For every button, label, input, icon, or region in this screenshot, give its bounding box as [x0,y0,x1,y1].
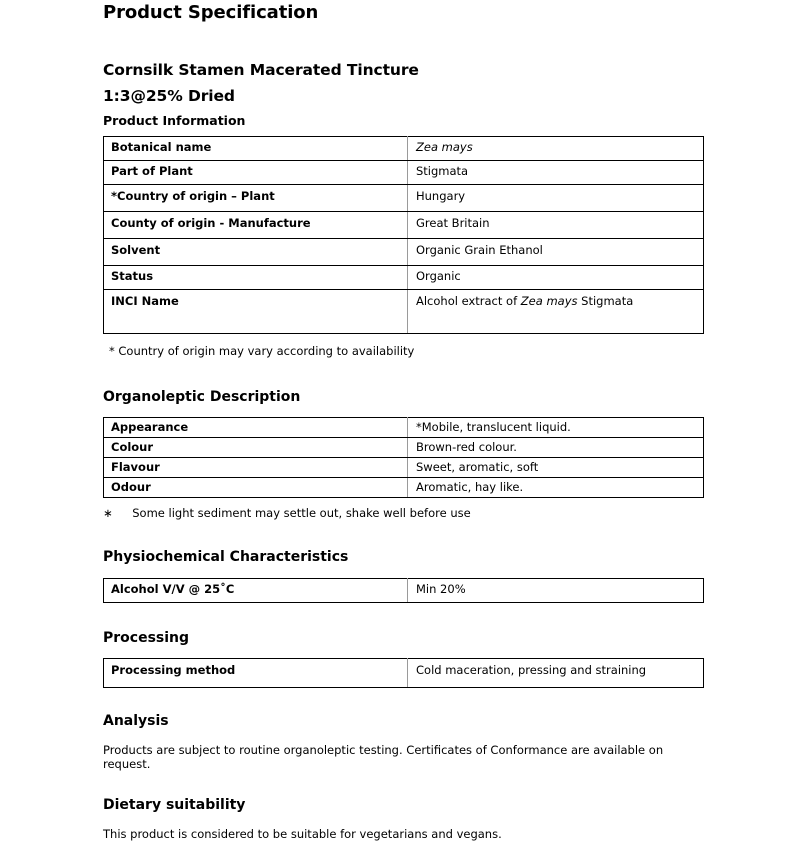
table-row [104,478,704,498]
row-label: Solvent [104,239,408,266]
row-label: Botanical name [104,137,408,161]
row-label: Colour [104,438,408,458]
table-row [104,438,704,458]
physiochemical-table [103,578,704,603]
section-heading-processing: Processing [103,629,190,646]
row-label: Appearance [104,418,408,438]
table-row [104,185,704,212]
row-label: INCI Name [104,290,408,334]
row-value: *Mobile, translucent liquid. [408,418,704,438]
section-heading-physiochemical: Physiochemical Characteristics [103,549,349,566]
inci-botanical-italic: Zea mays [520,294,578,309]
botanical-name-italic: Zea mays [416,140,473,155]
table-row [104,137,704,161]
processing-table [103,658,704,688]
product-information-footnote: * Country of origin may vary according to availability [109,344,415,359]
row-value: Alcohol extract of Zea mays Stigmata [408,290,704,334]
table-row [104,212,704,239]
row-label: Odour [104,478,408,498]
row-value: Hungary [408,185,704,212]
product-ratio-heading: 1:3@25% Dried [103,87,235,106]
row-value: Cold maceration, pressing and straining [408,659,704,688]
analysis-text: Products are subject to routine organoleptic testing. Certificates of Conformance are available on request. [103,743,664,772]
row-value: Brown-red colour. [408,438,704,458]
row-label: Status [104,266,408,290]
table-row [104,458,704,478]
row-value: Organic Grain Ethanol [408,239,704,266]
document-content [103,0,705,842]
section-heading-organoleptic: Organoleptic Description [103,389,301,406]
row-label: Part of Plant [104,161,408,185]
row-value: Aromatic, hay like. [408,478,704,498]
section-heading-dietary: Dietary suitability [103,797,246,814]
section-heading-product-information: Product Information [103,112,246,128]
row-value: Min 20% [408,578,704,602]
table-row [104,578,704,602]
table-row [104,659,704,688]
row-value: Great Britain [408,212,704,239]
table-row [104,418,704,438]
table-row [104,266,704,290]
row-label: *Country of origin – Plant [104,185,408,212]
row-value: Stigmata [408,161,704,185]
row-value: Organic [408,266,704,290]
table-row [104,290,704,334]
page-title: Product Specification [103,2,319,23]
row-label: Processing method [104,659,408,688]
row-label: County of origin - Manufacture [104,212,408,239]
dietary-text: This product is considered to be suitable for vegetarians and vegans. [103,827,502,842]
organoleptic-table [103,417,704,498]
row-value [408,137,704,161]
table-row [104,161,704,185]
row-value: Sweet, aromatic, soft [408,458,704,478]
row-label: Flavour [104,458,408,478]
organoleptic-footnote: ∗ Some light sediment may settle out, shake well before use [103,506,471,521]
row-label: Alcohol V/V @ 25˚C [104,578,408,602]
product-name-heading: Cornsilk Stamen Macerated Tincture [103,61,419,79]
section-heading-analysis: Analysis [103,713,169,730]
product-information-table [103,136,704,334]
table-row [104,239,704,266]
